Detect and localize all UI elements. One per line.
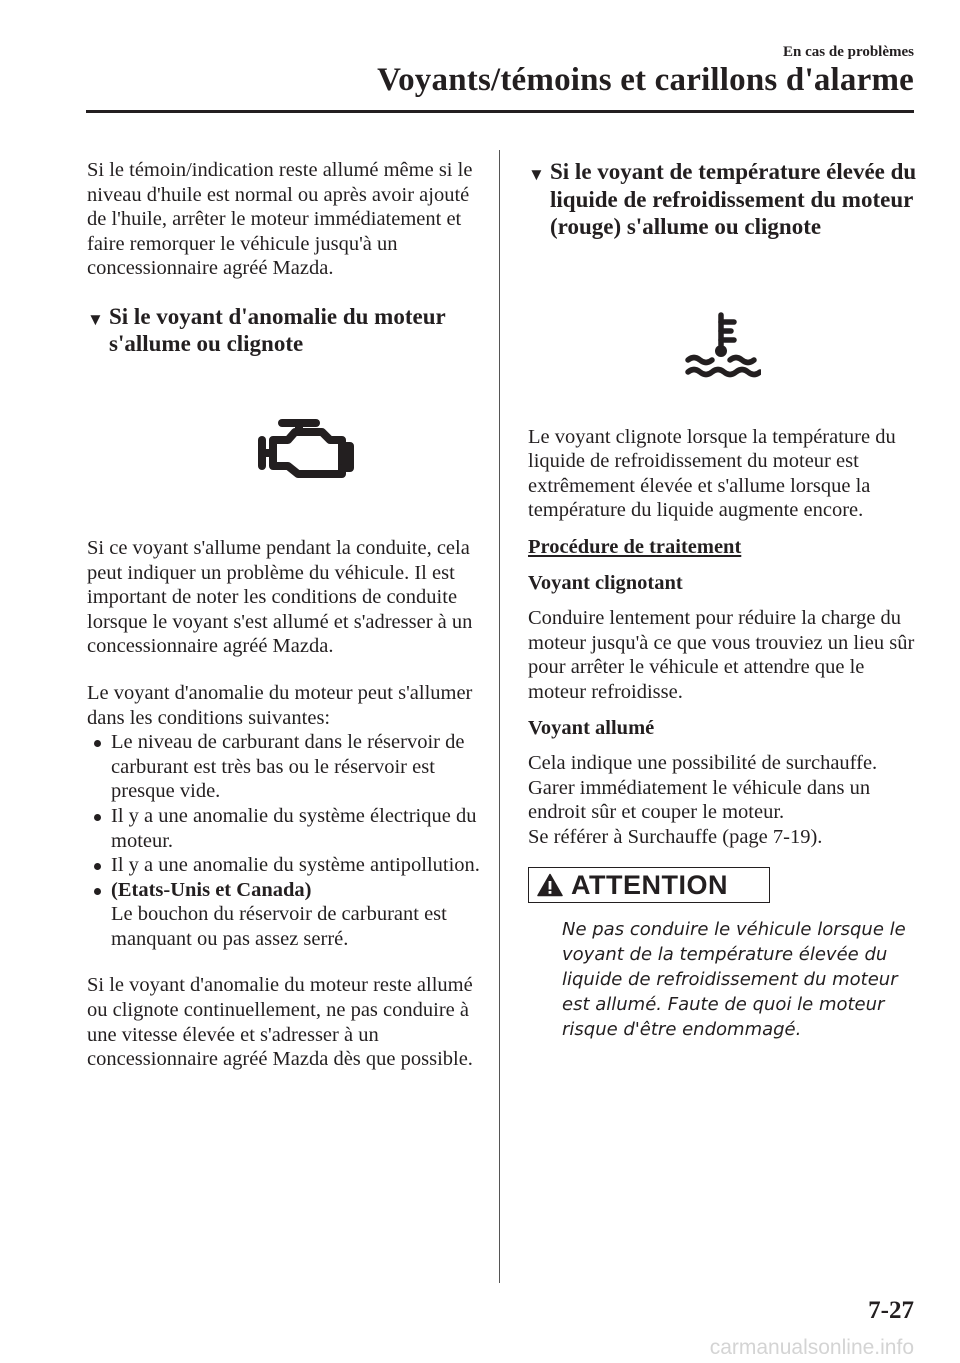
check-engine-icon [87,376,482,524]
on-paragraph: Cela indique une possibilité de surchauffe. Garer immédiatement le véhicule dans un endroit sûr et couper le moteur. [528,752,878,824]
bullet-icon [94,888,101,895]
warning-triangle-icon [537,873,563,897]
list-item: Il y a une anomalie du système électrique du moteur. [87,804,482,853]
subheading-on: Voyant allumé [528,717,655,740]
bullet-icon [94,814,101,821]
bullet-icon [94,740,101,747]
coolant-paragraph: Le voyant clignote lorsque la température du liquide de refroidissement du moteur est extrêmement élevée et s'allume lorsque la température du liquide augmente encore. [528,425,896,522]
triangle-down-icon: ▼ [87,309,104,329]
attention-text: Ne pas conduire le véhicule lorsque le voyant de la température élevée du liquide de refroidissement du moteur est allumé. Faute de quoi le moteur risque d'être endommagé. [562,919,906,1041]
section-heading-engine [87,303,482,358]
column-divider [499,150,500,1283]
triangle-down-icon: ▼ [528,165,545,184]
flashing-paragraph: Conduire lentement pour réduire la charge du moteur jusqu'à ce que vous trouviez un lieu sûr pour arrêter le véhicule et attendre que le moteur refroidisse. [528,607,915,703]
header-rule [86,110,914,113]
conditions-list [87,730,482,951]
subheading-flashing: Voyant clignotant [528,572,683,595]
attention-label: ATTENTION [571,869,728,900]
left-column [87,158,482,1072]
watermark: carmanualsonline.info [709,1336,914,1359]
section-title-engine: Si le voyant d'anomalie du moteur s'allume ou clignote [109,303,446,357]
section-title-coolant: Si le voyant de température élevée du liquide de refroidissement du moteur (rouge) s'allume ou clignote [550,159,917,239]
list-item: Il y a une anomalie du système antipollution. [87,853,482,878]
procedure-heading: Procédure de traitement [528,535,742,558]
coolant-temperature-icon [528,275,918,415]
warning-paragraph-1: Si ce voyant s'allume pendant la conduite, cela peut indiquer un problème du véhicule. Il est important de noter les conditions de conduite lorsque le voyant s'est allumé et s'adresser à un concessionnaire agréé Mazda. [87,536,473,658]
bullet-icon [94,863,101,870]
section-heading-coolant [528,158,918,241]
intro-paragraph: Si le témoin/indication reste allumé même si le niveau d'huile est normal ou après avoir ajouté de l'huile, arrêter le moteur immédiatement et faire remorquer le véhicule jusqu'à un concessionnaire agréé Mazda. [87,159,473,280]
warning-paragraph-3: Si le voyant d'anomalie du moteur reste allumé ou clignote continuellement, ne pas conduire à une vitesse élevée et s'adresser à un concessionnaire agréé Mazda dès que possible. [87,974,473,1071]
attention-box [528,867,770,903]
right-column [528,158,918,1042]
chapter-label: En cas de problèmes [783,44,914,60]
warning-paragraph-2: Le voyant d'anomalie du moteur peut s'allumer dans les conditions suivantes: [87,681,473,729]
list-item: Le niveau de carburant dans le réservoir de carburant est très bas ou le réservoir est presque vide. [87,730,482,804]
page-number: 7-27 [868,1297,914,1324]
list-item: (Etats-Unis et Canada) Le bouchon du réservoir de carburant est manquant ou pas assez serré. [87,878,482,952]
reference-text: Se référer à Surchauffe (page 7-19). [528,825,823,848]
region-label: (Etats-Unis et Canada) [111,878,312,901]
page-title: Voyants/témoins et carillons d'alarme [377,62,914,98]
